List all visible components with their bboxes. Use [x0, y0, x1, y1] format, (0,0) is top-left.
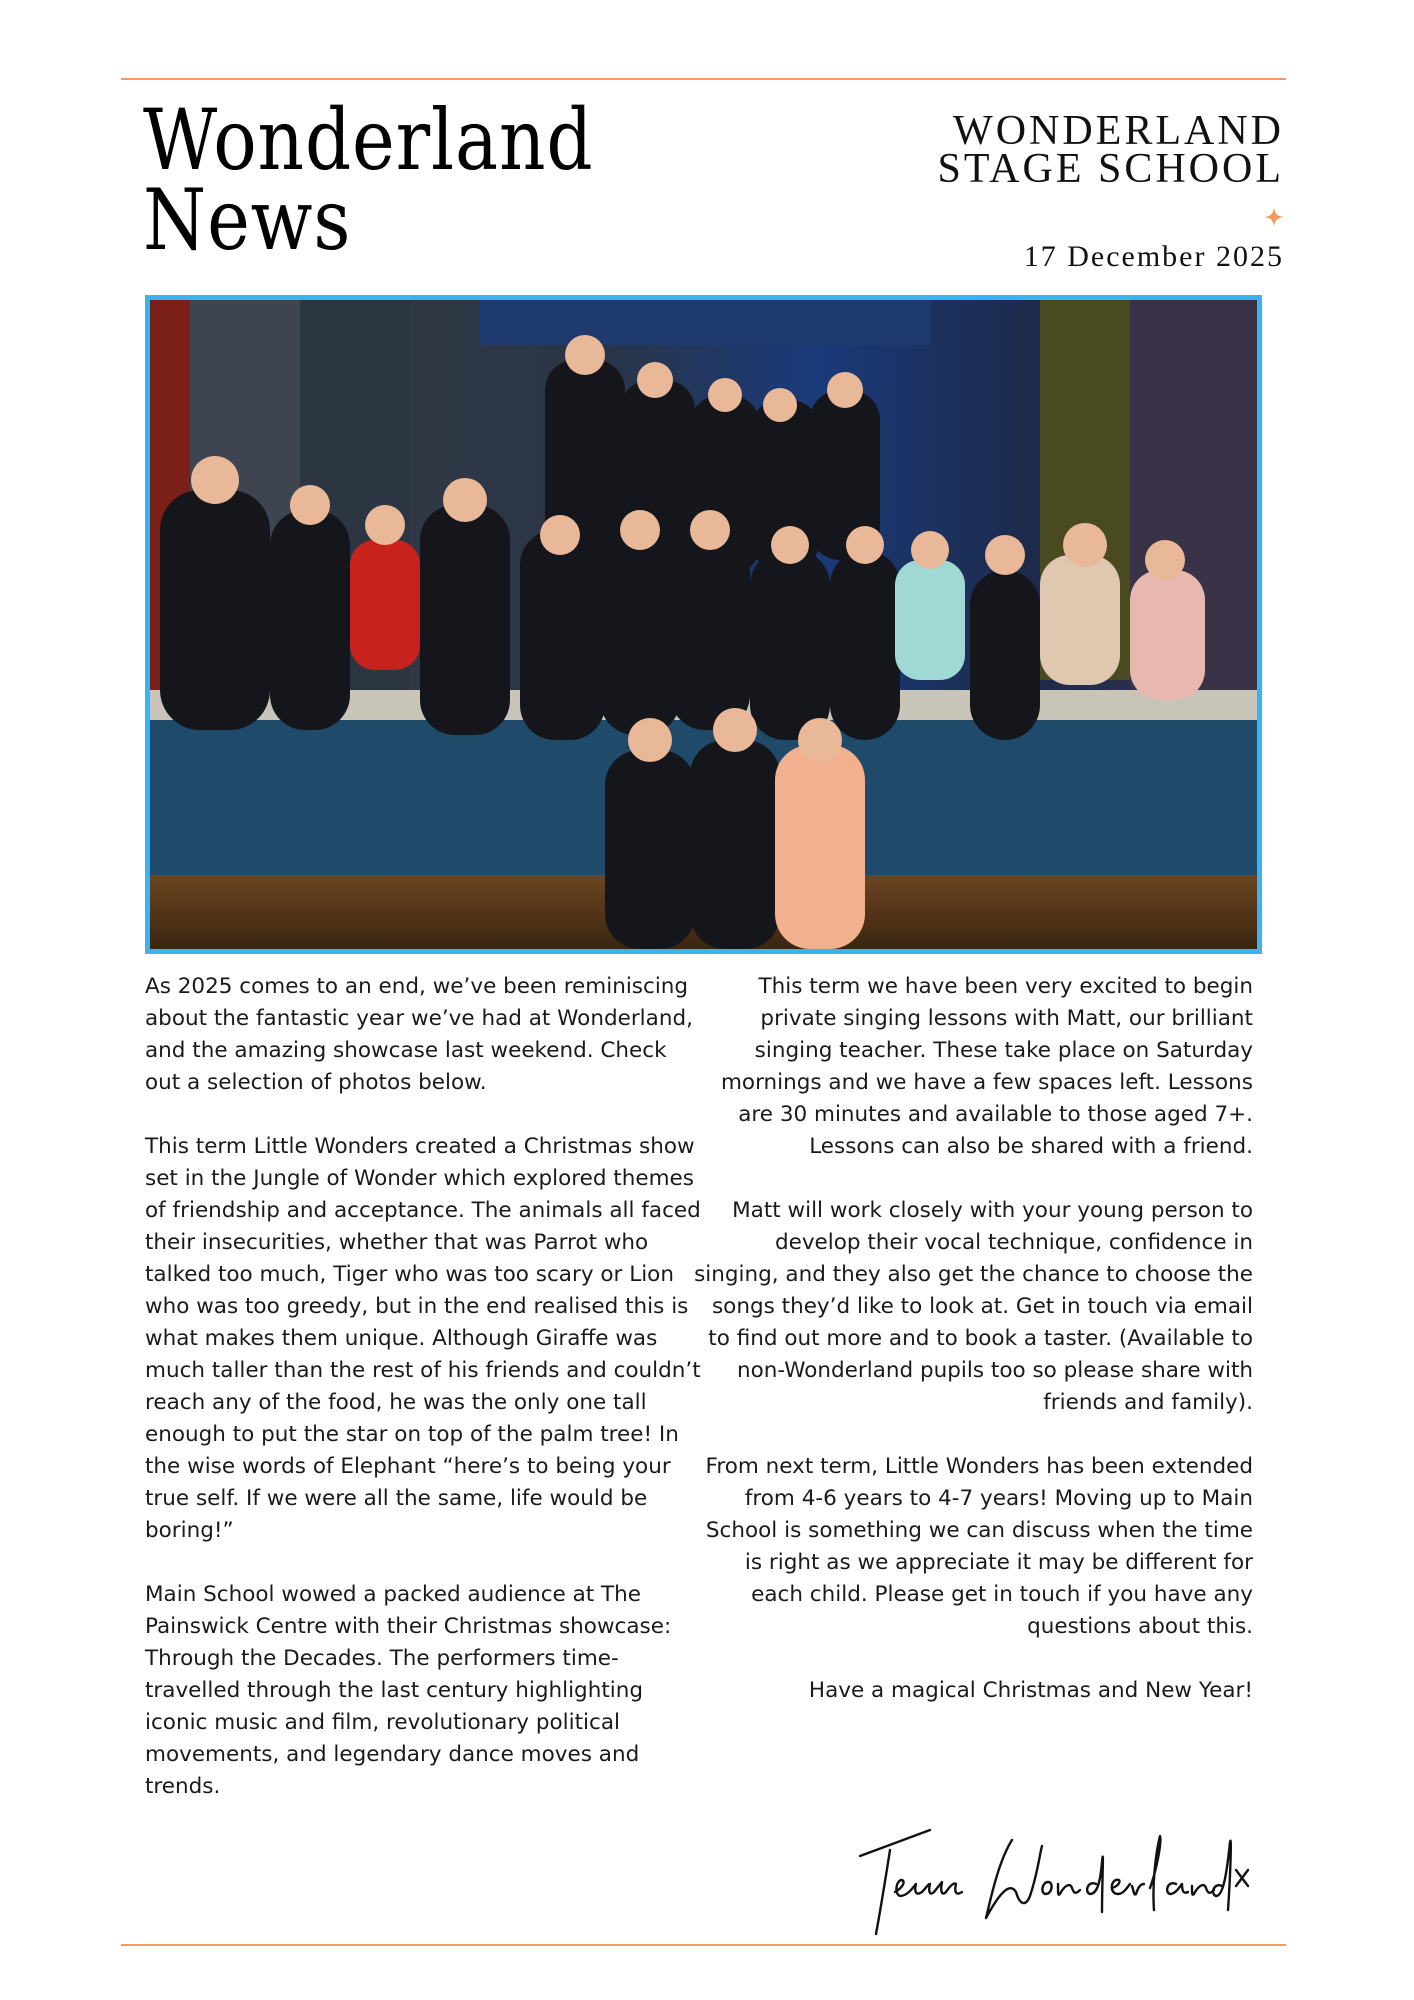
title-line-1: Wonderland: [143, 91, 594, 189]
intro-paragraph: As 2025 comes to an end, we’ve been reminiscing about the fantastic year we’ve had at Wonderland, and the amazing showcase last weekend. Check out a selection of photos below.: [145, 974, 693, 1095]
little-wonders-paragraph: This term Little Wonders created a Christmas show set in the Jungle of Wonder which explored themes of friendship and acceptance. The animals all faced their insecurities, whether that was Parrot who talked too much, Tiger who was too scary or Lion who was too greedy, but in the end realised this is what makes them unique. Although Giraffe was much taller than the rest of his friends and couldn’t reach any of the food, he was the only one tall enough to put the star on top of the palm tree! In the wise words of Elephant “here’s to being your true self. If we were all the same, life would be boring!”: [145, 1134, 701, 1543]
sparkle-icon: [1264, 207, 1284, 227]
issue-date: 17 December 2025: [1023, 240, 1284, 273]
season-greeting: Have a magical Christmas and New Year!: [808, 1678, 1253, 1703]
main-school-paragraph: Main School wowed a packed audience at The Painswick Centre with their Christmas showcase: Through the Decades. The performers time-travelled through the last century highlighting iconic music and film, revolutionary political movements, and legendary dance moves and trends.: [145, 1582, 672, 1799]
group-photo: [145, 295, 1262, 954]
singing-lessons-paragraph: This term we have been very excited to begin private singing lessons with Matt, our brilliant singing teacher. These take place on Saturday mornings and we have a few spaces left. Lessons are 30 minutes and available to those aged 7+. Lessons can also be shared with a friend.: [720, 974, 1253, 1159]
bottom-divider: [121, 1944, 1286, 1946]
school-name-line-1: WONDERLAND: [953, 108, 1284, 154]
matt-paragraph: Matt will work closely with your young person to develop their vocal technique, confidence in singing, and they also get the chance to choose the songs they’d like to look at. Get in touch via email to find out more and to book a taster. (Available to non-Wonderland pupils too so please share with friends and family).: [694, 1198, 1253, 1415]
left-column: [145, 971, 705, 1835]
right-column: [693, 971, 1253, 1739]
top-divider: [121, 78, 1286, 80]
school-name-line-2: STAGE SCHOOL: [937, 146, 1284, 192]
signature: [830, 1822, 1250, 1942]
group-photo-illustration: [150, 300, 1257, 949]
newsletter-title: [143, 91, 594, 269]
school-name: [937, 108, 1285, 192]
title-line-2: News: [143, 171, 352, 269]
little-wonders-extension-paragraph: From next term, Little Wonders has been extended from 4-6 years to 4-7 years! Moving up to Main School is something we can discuss when the time is right as we appreciate it may be different for each child. Please get in touch if you have any questions about this.: [705, 1454, 1253, 1639]
